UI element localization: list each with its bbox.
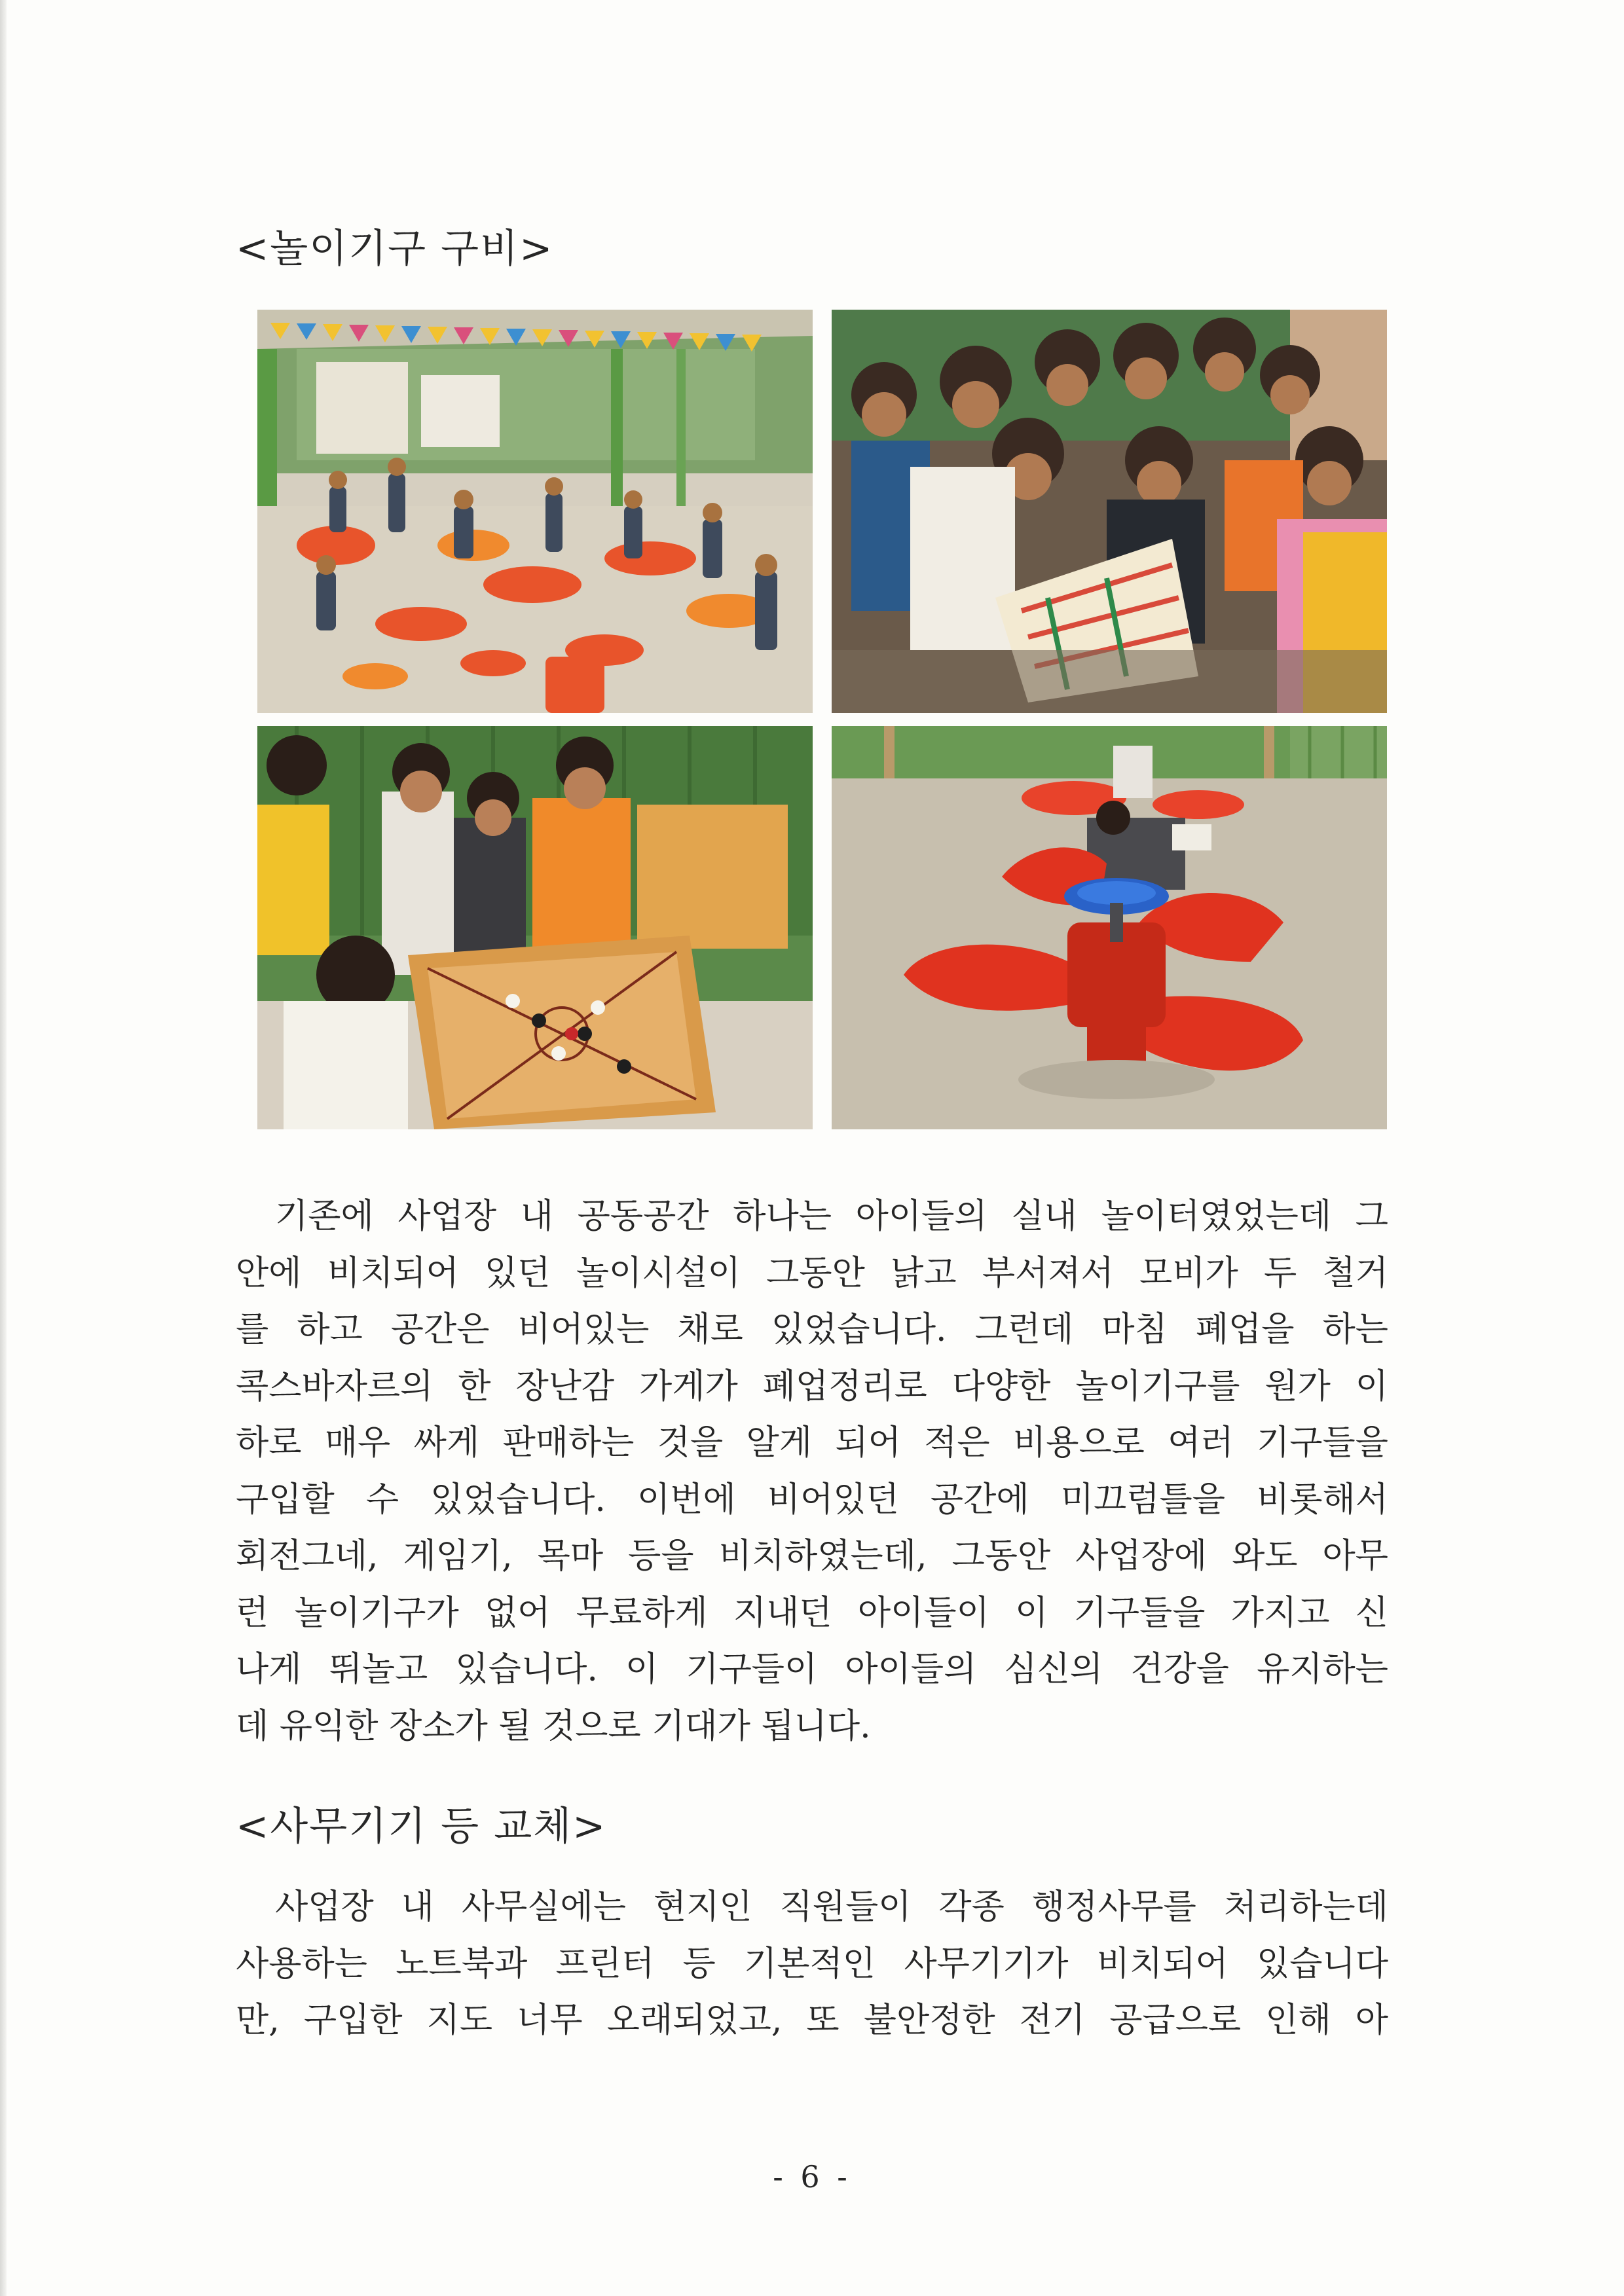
playground-paragraph: [236, 1188, 1388, 1755]
paragraph-line: 구입할 수 있었습니다. 이번에 비어있던 공간에 미끄럼틀을 비롯해서: [236, 1480, 1388, 1520]
paragraph-line: 하로 매우 싸게 판매하는 것을 알게 되어 적은 비용으로 여러 기구들을: [236, 1423, 1388, 1463]
photo-grid: [257, 310, 1387, 1129]
paragraph-line: 데 유익한 장소가 될 것으로 기대가 됩니다.: [236, 1706, 871, 1746]
paragraph-line: 콕스바자르의 한 장난감 가게가 폐업정리로 다양한 놀이기구를 원가 이: [236, 1366, 1388, 1406]
paragraph-line: 안에 비치되어 있던 놀이시설이 그동안 낡고 부서져서 모비가 두 철거: [236, 1253, 1388, 1293]
office-equipment-paragraph: [236, 1879, 1388, 2049]
spinning-seesaw-photo: [832, 726, 1387, 1129]
carrom-board-photo: [257, 726, 813, 1129]
paragraph-line: 런 놀이기구가 없어 무료하게 지내던 아이들이 이 기구들을 가지고 신: [236, 1593, 1388, 1633]
paragraph-line: 를 하고 공간은 비어있는 채로 있었습니다. 그런데 마침 폐업을 하는: [236, 1310, 1388, 1349]
paragraph-line: 사업장 내 사무실에는 현지인 직원들이 각종 행정사무를 처리하는데: [275, 1887, 1388, 1927]
paragraph-line: 기존에 사업장 내 공동공간 하나는 아이들의 실내 놀이터였었는데 그: [275, 1197, 1388, 1236]
paragraph-line: 사용하는 노트북과 프린터 등 기본적인 사무기기가 비치되어 있습니다: [236, 1944, 1388, 1984]
page-number: - 6 -: [773, 2159, 851, 2195]
scan-edge: [0, 0, 7, 2296]
indoor-playroom-photo: [257, 310, 813, 713]
paragraph-line: 나게 뛰놀고 있습니다. 이 기구들이 아이들의 심신의 건강을 유지하는: [236, 1650, 1388, 1689]
paragraph-line: 회전그네, 게임기, 목마 등을 비치하였는데, 그동안 사업장에 와도 아무: [236, 1537, 1388, 1576]
board-game-photo: [832, 310, 1387, 713]
paragraph-line: 만, 구입한 지도 너무 오래되었고, 또 불안정한 전기 공급으로 인해 아: [236, 2001, 1388, 2040]
section-heading-playground: <놀이기구 구비>: [236, 226, 554, 272]
section-heading-office-equipment: <사무기기 등 교체>: [236, 1804, 607, 1850]
